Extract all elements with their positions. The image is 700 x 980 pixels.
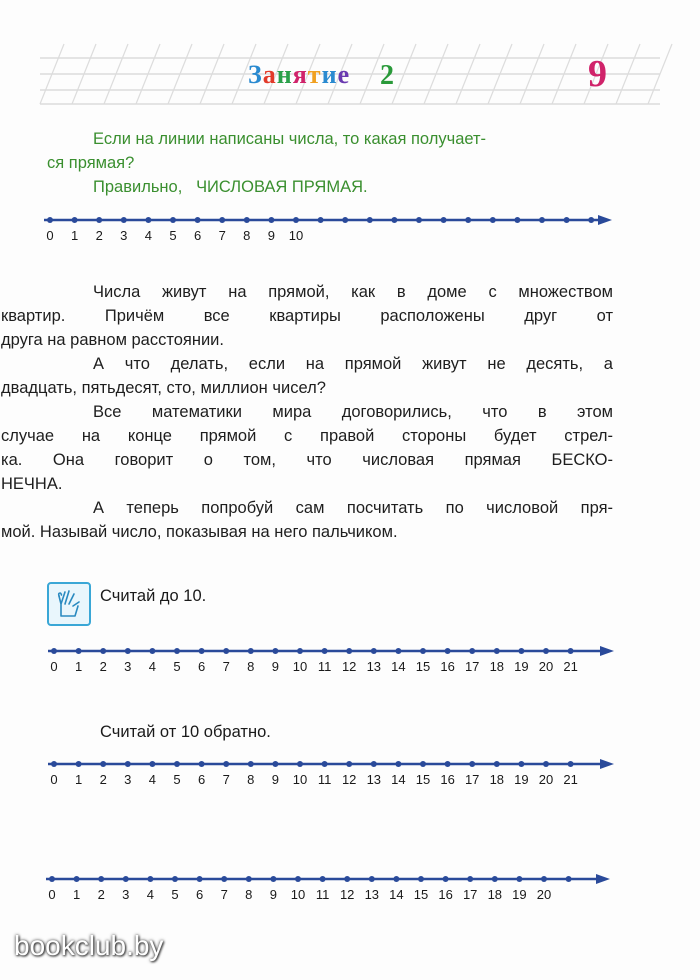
number-line-tick bbox=[344, 876, 350, 882]
number-line-label: 6 bbox=[195, 887, 204, 902]
number-line-label: 16 bbox=[440, 659, 455, 674]
number-line-tick bbox=[467, 876, 473, 882]
number-line-tick bbox=[76, 648, 82, 654]
title-letter: а bbox=[262, 60, 277, 89]
number-line-label: 18 bbox=[489, 772, 505, 787]
number-line-tick bbox=[223, 648, 229, 654]
number-line-label: 3 bbox=[122, 887, 130, 902]
number-line-tick bbox=[588, 217, 594, 223]
number-line-label: 20 bbox=[536, 887, 552, 902]
number-line-tick bbox=[76, 761, 82, 767]
number-line-tick bbox=[318, 217, 324, 223]
number-line-arrow bbox=[600, 759, 614, 769]
number-line-label: 15 bbox=[415, 659, 431, 674]
number-line-tick bbox=[492, 876, 498, 882]
number-line-tick bbox=[543, 648, 549, 654]
number-line-label: 12 bbox=[339, 887, 355, 902]
number-line-tick bbox=[49, 876, 55, 882]
number-line-label: 12 bbox=[341, 659, 357, 674]
number-line-tick bbox=[539, 217, 545, 223]
number-line-tick bbox=[445, 761, 451, 767]
number-line-label: 6 bbox=[197, 772, 206, 787]
number-line-tick bbox=[518, 648, 524, 654]
number-line-tick bbox=[297, 648, 303, 654]
number-line-tick bbox=[244, 217, 250, 223]
number-line-tick bbox=[125, 761, 131, 767]
number-line-label: 7 bbox=[218, 228, 226, 243]
number-line-label: 17 bbox=[462, 887, 478, 902]
number-line-tick bbox=[514, 217, 520, 223]
number-line-label: 6 bbox=[197, 659, 206, 674]
number-line-label: 14 bbox=[391, 659, 406, 674]
number-line-tick bbox=[51, 761, 57, 767]
page-number: 9 bbox=[588, 53, 607, 95]
number-line-tick bbox=[219, 217, 225, 223]
number-line-tick bbox=[145, 217, 151, 223]
number-line-label: 2 bbox=[97, 887, 105, 902]
number-line-tick bbox=[248, 761, 254, 767]
intro-question-line2: ся прямая? bbox=[47, 154, 135, 172]
number-line-tick bbox=[566, 876, 572, 882]
number-line-label: 21 bbox=[563, 772, 578, 787]
number-line-tick bbox=[170, 217, 176, 223]
number-line-tick bbox=[541, 876, 547, 882]
number-line-label: 1 bbox=[74, 772, 83, 787]
number-line-label: 11 bbox=[317, 772, 332, 787]
number-line-label: 10 bbox=[292, 659, 308, 674]
number-line-label: 19 bbox=[514, 772, 529, 787]
number-line-tick bbox=[322, 648, 328, 654]
number-line-label: 10 bbox=[292, 772, 308, 787]
number-line-label: 8 bbox=[247, 659, 255, 674]
number-line-label: 9 bbox=[271, 772, 280, 787]
number-line-label: 7 bbox=[222, 772, 230, 787]
number-line-label: 4 bbox=[146, 887, 155, 902]
number-line-tick bbox=[416, 217, 422, 223]
number-line-label: 3 bbox=[124, 772, 132, 787]
number-line-tick bbox=[270, 876, 276, 882]
answer-prefix: Правильно, bbox=[93, 178, 183, 196]
number-line-tick bbox=[98, 876, 104, 882]
number-line-label: 9 bbox=[271, 659, 280, 674]
number-line-tick bbox=[295, 876, 301, 882]
number-line-tick bbox=[516, 876, 522, 882]
number-line-tick bbox=[391, 217, 397, 223]
number-line-tick bbox=[172, 876, 178, 882]
title-letter: я bbox=[292, 60, 308, 89]
number-line-tick bbox=[441, 217, 447, 223]
number-line-tick bbox=[494, 648, 500, 654]
number-line-tick bbox=[51, 648, 57, 654]
number-line-tick bbox=[223, 761, 229, 767]
body-text bbox=[1, 280, 613, 544]
number-line-tick bbox=[346, 761, 352, 767]
number-line-label: 1 bbox=[70, 228, 79, 243]
number-line-label: 21 bbox=[563, 659, 578, 674]
number-line-tick bbox=[342, 217, 348, 223]
number-line-label: 1 bbox=[74, 659, 83, 674]
number-line-label: 3 bbox=[124, 659, 132, 674]
title-letter: и bbox=[321, 60, 338, 89]
number-line-tick bbox=[197, 876, 203, 882]
number-line-tick bbox=[465, 217, 471, 223]
number-line-label: 2 bbox=[99, 659, 107, 674]
number-line-label: 14 bbox=[389, 887, 404, 902]
task-count-to: Считай до 10. bbox=[100, 587, 207, 605]
number-line-label: 20 bbox=[538, 772, 554, 787]
number-line-tick bbox=[322, 761, 328, 767]
number-line-tick bbox=[418, 876, 424, 882]
number-line-label: 10 bbox=[288, 228, 304, 243]
number-line-label: 7 bbox=[220, 887, 228, 902]
number-line-label: 14 bbox=[391, 772, 406, 787]
number-line-label: 2 bbox=[99, 772, 107, 787]
number-line-tick bbox=[125, 648, 131, 654]
number-line-tick bbox=[123, 876, 129, 882]
number-line-label: 15 bbox=[415, 772, 431, 787]
number-line-tick bbox=[96, 217, 102, 223]
number-line-tick bbox=[199, 648, 205, 654]
number-line-label: 20 bbox=[538, 659, 554, 674]
number-line-tick bbox=[395, 648, 401, 654]
number-line-tick bbox=[100, 761, 106, 767]
number-line-tick bbox=[248, 648, 254, 654]
number-line-tick bbox=[371, 761, 377, 767]
number-line-label: 11 bbox=[317, 659, 332, 674]
number-line-tick bbox=[371, 648, 377, 654]
number-line-label: 5 bbox=[173, 659, 181, 674]
number-line-label: 15 bbox=[413, 887, 429, 902]
number-line-label: 7 bbox=[222, 659, 230, 674]
number-line-tick bbox=[297, 761, 303, 767]
intro-question-line1: Если на линии написаны числа, то какая получает- bbox=[93, 130, 487, 148]
number-line-label: 18 bbox=[489, 659, 505, 674]
answer-term: ЧИСЛОВАЯ ПРЯМАЯ. bbox=[196, 178, 368, 196]
number-line-label: 0 bbox=[50, 659, 58, 674]
number-line-tick bbox=[121, 217, 127, 223]
number-line-label: 17 bbox=[464, 772, 480, 787]
number-line-label: 0 bbox=[46, 228, 54, 243]
number-line-arrow bbox=[598, 215, 612, 225]
paragraph-3: Все математики мира договорились, что в этом случае на конце прямой с правой стороны будет стрел- ка. Она говорит о том, что числовая прямая БЕСКО- НЕЧНА. bbox=[1, 403, 613, 493]
number-line-label: 8 bbox=[245, 887, 253, 902]
number-line-label: 8 bbox=[243, 228, 251, 243]
number-line-label: 16 bbox=[440, 772, 455, 787]
number-line-tick bbox=[469, 648, 475, 654]
title-letter: н bbox=[276, 60, 293, 89]
number-line-tick bbox=[445, 648, 451, 654]
number-line-label: 5 bbox=[171, 887, 179, 902]
paragraph-4: А теперь попробуй сам посчитать по числовой пря- мой. Называй число, показывая на него пальчиком. bbox=[1, 499, 613, 541]
number-line-label: 5 bbox=[173, 772, 181, 787]
number-line-tick bbox=[74, 876, 80, 882]
number-line-label: 9 bbox=[269, 887, 278, 902]
number-line-label: 18 bbox=[487, 887, 503, 902]
number-line-tick bbox=[518, 761, 524, 767]
number-line-arrow bbox=[596, 874, 610, 884]
number-line-tick bbox=[490, 217, 496, 223]
number-line-tick bbox=[443, 876, 449, 882]
number-line-label: 0 bbox=[50, 772, 58, 787]
number-line-label: 2 bbox=[95, 228, 103, 243]
number-line-label: 11 bbox=[315, 887, 330, 902]
number-line-tick bbox=[320, 876, 326, 882]
number-line-label: 13 bbox=[364, 887, 380, 902]
number-line-tick bbox=[47, 217, 53, 223]
number-line-tick bbox=[246, 876, 252, 882]
task-count-back: Считай от 10 обратно. bbox=[100, 723, 271, 741]
number-line-tick bbox=[149, 761, 155, 767]
number-line-tick bbox=[420, 761, 426, 767]
number-line-tick bbox=[272, 648, 278, 654]
paragraph-1: Числа живут на прямой, как в доме с множеством квартир. Причём все квартиры расположены друг от друга на равном расстоянии. bbox=[1, 283, 613, 349]
number-line-tick bbox=[369, 876, 375, 882]
number-line-tick bbox=[564, 217, 570, 223]
number-line-label: 10 bbox=[290, 887, 306, 902]
number-line-tick bbox=[393, 876, 399, 882]
number-line-label: 12 bbox=[341, 772, 357, 787]
watermark: bookclub.by bbox=[14, 930, 164, 961]
number-line-tick bbox=[395, 761, 401, 767]
number-line-tick bbox=[100, 648, 106, 654]
number-line-label: 17 bbox=[464, 659, 480, 674]
number-line-tick bbox=[293, 217, 299, 223]
number-line-label: 4 bbox=[148, 772, 157, 787]
number-line-tick bbox=[174, 761, 180, 767]
title-letter: т bbox=[307, 60, 322, 89]
number-line-tick bbox=[149, 648, 155, 654]
title-letter: е bbox=[337, 60, 351, 89]
number-line-label: 4 bbox=[144, 228, 153, 243]
paragraph-2: А что делать, если на прямой живут не десять, а двадцать, пятьдесят, сто, миллион чисел? bbox=[1, 355, 613, 397]
number-line-label: 8 bbox=[247, 772, 255, 787]
number-line-tick bbox=[568, 648, 574, 654]
number-line-label: 6 bbox=[193, 228, 202, 243]
number-line-label: 3 bbox=[120, 228, 128, 243]
number-line-tick bbox=[272, 761, 278, 767]
number-line-label: 19 bbox=[512, 887, 527, 902]
number-line-tick bbox=[543, 761, 549, 767]
number-line-arrow bbox=[600, 646, 614, 656]
number-line-tick bbox=[469, 761, 475, 767]
number-line-label: 19 bbox=[514, 659, 529, 674]
number-line-tick bbox=[221, 876, 227, 882]
number-line-label: 0 bbox=[48, 887, 56, 902]
number-line-tick bbox=[420, 648, 426, 654]
number-line-label: 5 bbox=[169, 228, 177, 243]
number-line-label: 4 bbox=[148, 659, 157, 674]
number-line-label: 13 bbox=[366, 772, 382, 787]
number-line-tick bbox=[195, 217, 201, 223]
number-line-tick bbox=[199, 761, 205, 767]
number-line-tick bbox=[494, 761, 500, 767]
number-line-tick bbox=[568, 761, 574, 767]
lesson-number: 2 bbox=[380, 60, 394, 91]
number-line-tick bbox=[268, 217, 274, 223]
number-line-tick bbox=[72, 217, 78, 223]
number-line-label: 1 bbox=[72, 887, 81, 902]
number-line-tick bbox=[147, 876, 153, 882]
number-line-label: 9 bbox=[267, 228, 276, 243]
number-line-tick bbox=[174, 648, 180, 654]
number-line-label: 13 bbox=[366, 659, 382, 674]
title-letter: З bbox=[248, 60, 263, 89]
number-line-tick bbox=[346, 648, 352, 654]
number-line-tick bbox=[367, 217, 373, 223]
number-line-label: 16 bbox=[438, 887, 453, 902]
hand-counting-icon bbox=[47, 582, 91, 626]
